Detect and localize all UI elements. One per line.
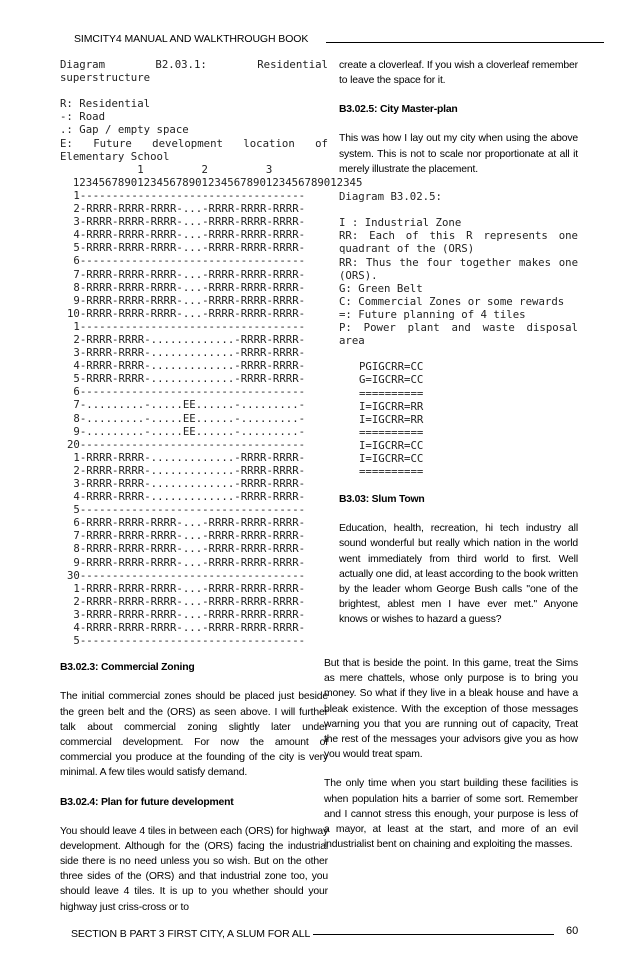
master-plan-row: I=IGCRR=RR	[359, 412, 424, 426]
legend-future-planning: =: Future planning of 4 tiles	[339, 307, 526, 321]
grid-row: 6-----------------------------------	[67, 385, 306, 399]
grid-row: 2-RRRR-RRRR-.............-RRRR-RRRR-	[67, 463, 306, 477]
evil-industrialist-paragraph: The only time when you start building these facilities is when population hits a barrier of some sort. Remember and I cannot stress this enough, your purpose is less of a mayor, at least at the start, and more of an evil industrialist bent on chaining and exploiting the masses.	[324, 778, 578, 851]
legend-industrial: I : Industrial Zone	[339, 216, 462, 230]
grid-row: 1-RRRR-RRRR-.............-RRRR-RRRR-	[67, 450, 306, 464]
right-column	[339, 58, 578, 628]
sims-chattels-paragraph: But that is beside the point. In this game, treat the Sims as mere chattels, whose only purpose is to bring you money. So what if they live in a bleak house and have a bleak existence. With the exception of those messages warning you that you are running out of capacity, Treat the rest of the messages your advisors give you as how you would treat spam.	[324, 658, 578, 761]
diagram-b3-02-5-title: Diagram B3.02.5:	[339, 190, 442, 204]
grid-row: 1-----------------------------------	[67, 188, 306, 202]
grid-row: 3-RRRR-RRRR-.............-RRRR-RRRR-	[67, 477, 306, 490]
grid-row: 30-----------------------------------	[67, 568, 306, 582]
legend-power-plant: P: Power plant and waste disposal area	[339, 321, 578, 348]
commercial-zoning-body: The initial commercial zones should be placed just beside the green belt and the (ORS) as seen above. I will further talk about commercial zoning slightly later under commercial development. For now the amount of commercial you produce at the founding of the city is very minimal. A few tiles would satisfy demand.	[60, 691, 328, 779]
grid-row: 6-RRRR-RRRR-RRRR-...-RRRR-RRRR-RRRR-	[67, 516, 306, 530]
master-plan-diagram	[339, 360, 578, 478]
footer-rule	[313, 934, 554, 935]
grid-row: 20-----------------------------------	[67, 437, 306, 451]
grid-row: 1-----------------------------------	[67, 319, 306, 333]
legend-elementary-school: E: Future development location of Elementary School	[60, 136, 328, 163]
grid-row: 5-RRRR-RRRR-RRRR-...-RRRR-RRRR-RRRR-	[67, 241, 306, 255]
grid-row: 8-.........-.....EE......-.........-	[67, 411, 306, 425]
legend-gap: .: Gap / empty space	[60, 123, 189, 137]
legend-rr-ors: RR: Thus the four together makes one (ORS).	[339, 255, 578, 282]
legend-residential: R: Residential	[60, 97, 151, 111]
grid-ruler-units: 123456789012345678901234567890123456789012345	[60, 175, 363, 189]
city-master-plan-heading: B3.02.5: City Master-plan	[339, 104, 458, 116]
grid-row: 5-RRRR-RRRR-.............-RRRR-RRRR-	[67, 372, 306, 386]
master-plan-row: I=IGCRR=CC	[359, 438, 424, 452]
city-master-plan-body: This was how I lay out my city when using the above system. This is not to scale nor proportionate at all it merely illustrate the placement.	[339, 133, 578, 175]
grid-row: 9-.........-.....EE......-.........-	[67, 424, 306, 438]
grid-row: 6-----------------------------------	[67, 254, 306, 268]
grid-row: 4-RRRR-RRRR-.............-RRRR-RRRR-	[67, 359, 306, 373]
grid-row: 3-RRRR-RRRR-.............-RRRR-RRRR-	[67, 346, 306, 360]
master-plan-row: ==========	[359, 465, 424, 479]
grid-row: 4-RRRR-RRRR-RRRR-...-RRRR-RRRR-RRRR-	[67, 621, 306, 635]
page-number: 60	[566, 925, 579, 937]
grid-row: 7-RRRR-RRRR-RRRR-...-RRRR-RRRR-RRRR-	[67, 267, 306, 281]
left-column	[60, 58, 363, 915]
future-development-body: You should leave 4 tiles in between each (ORS) for highway development. Although for the (ORS) facing the industrial side there is no need unless you so wish. But on the other three sides of the (ORS) and that industrial zone too, you should leave 4 tiles. It is up to you whether should your highway just criss-cross or to	[60, 825, 328, 913]
grid-row: 10-RRRR-RRRR-RRRR-...-RRRR-RRRR-RRRR-	[67, 306, 306, 320]
grid-row: 7-RRRR-RRRR-RRRR-...-RRRR-RRRR-RRRR-	[67, 529, 306, 543]
master-plan-row: I=IGCRR=RR	[359, 399, 424, 413]
master-plan-row: I=IGCRR=CC	[359, 451, 424, 465]
grid-row: 2-RRRR-RRRR-.............-RRRR-RRRR-	[67, 332, 306, 346]
bottom-right-column	[324, 656, 578, 852]
grid-row: 7-.........-.....EE......-.........-	[67, 398, 306, 412]
grid-row: 2-RRRR-RRRR-RRRR-...-RRRR-RRRR-RRRR-	[67, 202, 306, 216]
master-plan-row: ==========	[359, 386, 424, 400]
legend-green-belt: G: Green Belt	[339, 281, 423, 295]
master-plan-row: G=IGCRR=CC	[359, 373, 424, 387]
grid-row: 3-RRRR-RRRR-RRRR-...-RRRR-RRRR-RRRR-	[67, 215, 306, 229]
grid-row: 5-----------------------------------	[67, 634, 306, 648]
grid-row: 3-RRRR-RRRR-RRRR-...-RRRR-RRRR-RRRR-	[67, 607, 306, 621]
grid-row: 8-RRRR-RRRR-RRRR-...-RRRR-RRRR-RRRR-	[67, 280, 306, 294]
legend-commercial: C: Commercial Zones or some rewards	[339, 294, 565, 308]
grid-ruler-tens: 1 2 3	[60, 162, 273, 176]
grid-row: 9-RRRR-RRRR-RRRR-...-RRRR-RRRR-RRRR-	[67, 555, 306, 569]
slum-town-heading: B3.03: Slum Town	[339, 494, 425, 506]
grid-row: 5-----------------------------------	[67, 503, 306, 517]
grid-row: 4-RRRR-RRRR-.............-RRRR-RRRR-	[67, 490, 306, 504]
residential-grid-diagram	[60, 189, 328, 647]
slum-town-body: Education, health, recreation, hi tech industry all sound wonderful but really which nation in the world went immediately from third world to first. Well actually one did, at least according to the book written by the leader whom George Bush calls "one of the brightest, ablest men I have ever met." Anyone knows or wishes to hazard a guess?	[339, 523, 578, 626]
legend-road: -: Road	[60, 110, 106, 124]
page-header: SIMCITY4 MANUAL AND WALKTHROUGH BOOK	[74, 33, 309, 45]
header-rule	[326, 42, 604, 43]
grid-row: 1-RRRR-RRRR-RRRR-...-RRRR-RRRR-RRRR-	[67, 581, 306, 595]
grid-row: 9-RRRR-RRRR-RRRR-...-RRRR-RRRR-RRRR-	[67, 293, 306, 307]
grid-row: 4-RRRR-RRRR-RRRR-...-RRRR-RRRR-RRRR-	[67, 228, 306, 242]
grid-row: 8-RRRR-RRRR-RRRR-...-RRRR-RRRR-RRRR-	[67, 542, 306, 556]
master-plan-row: PGIGCRR=CC	[359, 360, 424, 374]
master-plan-row: ==========	[359, 425, 424, 439]
grid-row: 2-RRRR-RRRR-RRRR-...-RRRR-RRRR-RRRR-	[67, 594, 306, 608]
cloverleaf-continuation: create a cloverleaf. If you wish a cloverleaf remember to leave the space for it.	[339, 60, 578, 87]
diagram-b2-03-1-title: Diagram B2.03.1: Residential superstructure	[60, 58, 328, 85]
legend-rr-quadrant: RR: Each of this R represents one quadrant of the (ORS)	[339, 229, 578, 256]
commercial-zoning-heading: B3.02.3: Commercial Zoning	[60, 662, 195, 674]
future-development-heading: B3.02.4: Plan for future development	[60, 796, 234, 808]
footer-section-label: SECTION B PART 3 FIRST CITY, A SLUM FOR ALL	[71, 928, 311, 940]
